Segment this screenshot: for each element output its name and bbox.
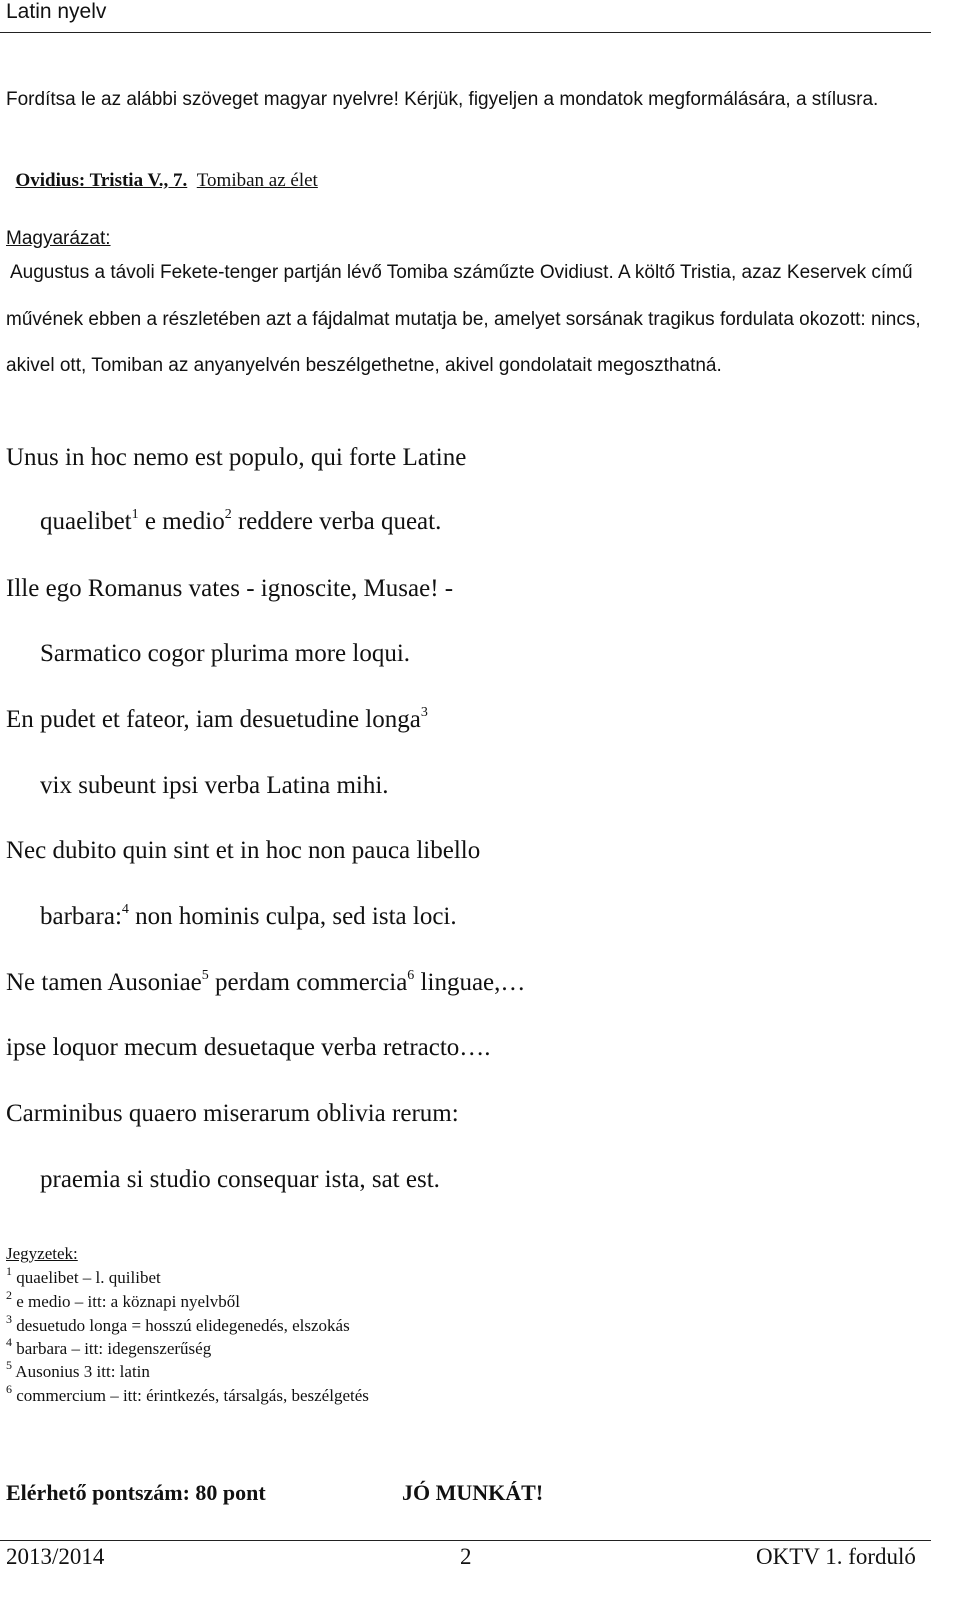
note-number: 6 (6, 1382, 12, 1396)
verse-line-11: Carminibus quaero miserarum oblivia rerum: (6, 1100, 459, 1127)
note-text: Ausonius 3 itt: latin (12, 1362, 150, 1381)
note-text: desuetudo longa = hosszú elidegenedés, elszokás (12, 1316, 350, 1335)
verse-line-8 (40, 903, 457, 931)
explanation-text (6, 250, 930, 390)
verse-line-9 (6, 969, 525, 997)
verse-line-2 (40, 508, 441, 536)
footnote-ref: 1 (131, 507, 139, 522)
text-title-author: Ovidius: Tristia V., 7. (15, 170, 188, 191)
note-number: 2 (6, 1288, 12, 1302)
verse-text: quaelibet (40, 508, 132, 535)
explanation-line1: Augustus a távoli Fekete-tenger partján lévő Tomiba száműzte Ovidiust. (10, 262, 614, 283)
footnote-ref: 4 (121, 902, 129, 917)
instructions: Fordítsa le az alábbi szöveget magyar nyelvre! Kérjük, figyeljen a mondatok megformálására, a stílusra. (6, 89, 879, 110)
header-divider (0, 32, 931, 33)
note-item (6, 1358, 150, 1382)
footnote-ref: 3 (420, 705, 428, 720)
verse-text: non hominis culpa, sed ista loci. (128, 903, 457, 930)
explanation-rest: A költő Tristia, azaz Keservek című művének ebben a részletében azt a fájdalmat mutatja be, amelyet sorsának tragikus fordulata okozott: nincs, akivel ott, Tomiban az anyanyelvén beszélgethetne, akivel gondolatait megoszthatná. (6, 262, 921, 376)
verse-line-12: praemia si studio consequar ista, sat est. (40, 1166, 440, 1193)
header-title: Latin nyelv (6, 0, 107, 23)
verse-text: linguae,… (414, 969, 526, 996)
verse-line-3: Ille ego Romanus vates - ignoscite, Musae! - (6, 575, 454, 602)
note-item (6, 1382, 369, 1406)
footnote-ref: 6 (407, 968, 415, 983)
verse-text: reddere verba queat. (231, 508, 442, 535)
footer-divider (0, 1540, 931, 1541)
footnote-ref: 2 (224, 507, 232, 522)
verse-line-4: Sarmatico cogor plurima more loqui. (40, 640, 411, 667)
text-title-subtitle: Tomiban az élet (196, 170, 318, 191)
verse-line-6: vix subeunt ipsi verba Latina mihi. (40, 772, 389, 799)
note-text: barbara – itt: idegenszerűség (12, 1339, 212, 1358)
verse-line-7: Nec dubito quin sint et in hoc non pauca libello (6, 837, 481, 864)
note-item (6, 1335, 212, 1359)
note-text: commercium – itt: érintkezés, társalgás, beszélgetés (12, 1386, 369, 1405)
verse-text: En pudet et fateor, iam desuetudine longa (6, 706, 421, 733)
verse-text: Ne tamen Ausoniae (6, 969, 202, 996)
footer-round: OKTV 1. forduló (756, 1544, 916, 1569)
note-number: 3 (6, 1312, 12, 1326)
footer-page-number: 2 (460, 1544, 472, 1569)
notes-heading: Jegyzetek: (6, 1244, 78, 1263)
footnote-ref: 5 (201, 968, 209, 983)
note-number: 1 (6, 1264, 12, 1278)
verse-line-1: Unus in hoc nemo est populo, qui forte Latine (6, 444, 467, 471)
note-number: 5 (6, 1358, 12, 1372)
good-luck: JÓ MUNKÁT! (402, 1480, 544, 1505)
note-item (6, 1312, 350, 1336)
verse-text: barbara: (40, 903, 122, 930)
max-points: Elérhető pontszám: 80 pont (6, 1480, 266, 1505)
note-text: e medio – itt: a köznapi nyelvből (12, 1292, 241, 1311)
note-text: quaelibet – l. quilibet (12, 1268, 161, 1287)
note-number: 4 (6, 1335, 12, 1349)
verse-text: e medio (138, 508, 225, 535)
note-item (6, 1288, 241, 1312)
explanation-label: Magyarázat: (6, 228, 111, 249)
verse-line-5 (6, 706, 428, 734)
verse-text: perdam commercia (208, 969, 408, 996)
text-title (6, 170, 318, 192)
verse-line-10: ipse loquor mecum desuetaque verba retracto…. (6, 1034, 491, 1061)
note-item (6, 1264, 161, 1288)
footer-year: 2013/2014 (6, 1544, 105, 1569)
